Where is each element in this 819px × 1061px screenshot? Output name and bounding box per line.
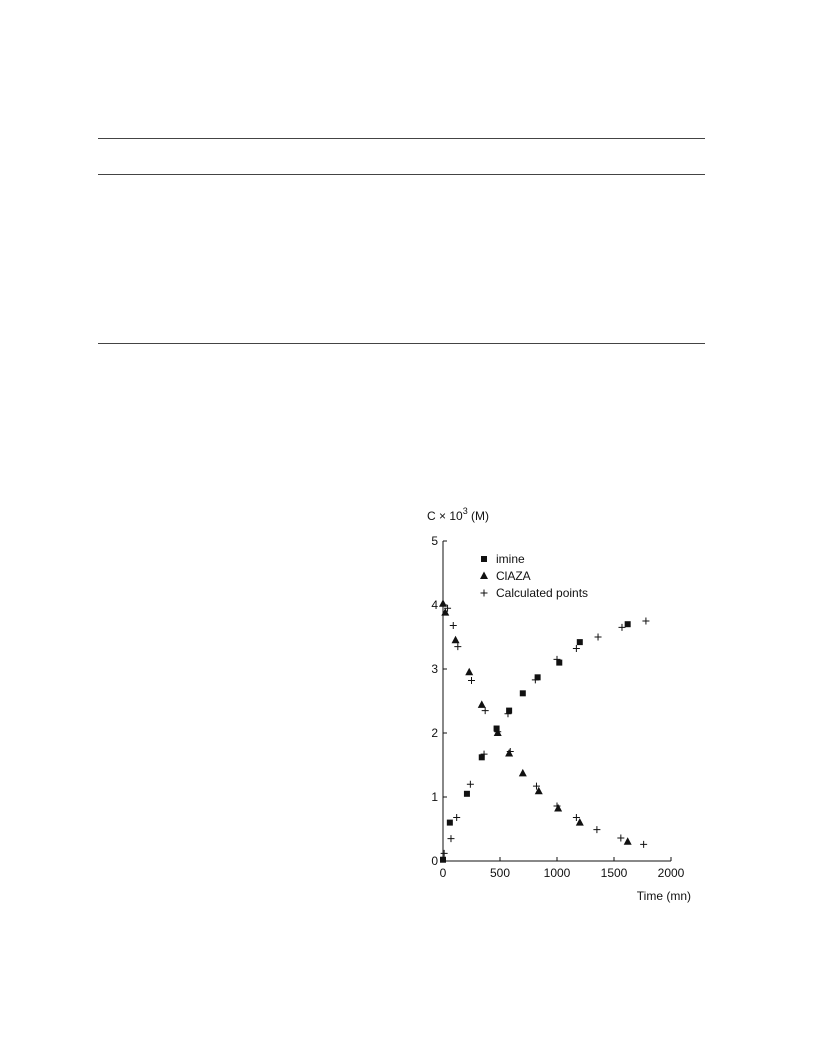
imine-point: [577, 639, 583, 645]
x-tick-label: 1500: [600, 866, 628, 880]
calculated-points-point: [467, 781, 474, 788]
claza-point: [452, 636, 460, 644]
x-tick-label: 500: [489, 866, 511, 880]
y-tick-label: 2: [431, 726, 438, 740]
claza-point: [465, 668, 473, 676]
claza-point: [554, 804, 562, 812]
calculated-points-point: [441, 850, 448, 857]
calculated-points-point: [573, 645, 580, 652]
y-tick-label: 5: [431, 534, 438, 548]
y-tick-label: 3: [431, 662, 438, 676]
calculated-points-point: [595, 634, 602, 641]
claza-point: [576, 818, 584, 826]
claza-point: [439, 599, 447, 607]
y-tick-label: 0: [431, 854, 438, 868]
calculated-points-point: [617, 834, 624, 841]
claza-point: [478, 700, 486, 708]
legend-marker: [481, 590, 488, 597]
calculated-points-point: [593, 826, 600, 833]
imine-point: [447, 820, 453, 826]
claza-point: [624, 837, 632, 845]
x-tick-label: 1000: [543, 866, 571, 880]
calculated-points-point: [640, 841, 647, 848]
y-tick-label: 4: [431, 598, 438, 612]
y-axis-title: $C \times 10^3$ (M): [427, 506, 490, 523]
claza-point: [535, 787, 543, 795]
legend-label: imine: [496, 552, 525, 566]
calculated-points-point: [447, 835, 454, 842]
legend-marker: [480, 572, 488, 580]
imine-point: [506, 708, 512, 714]
x-tick-label: 0: [439, 866, 447, 880]
imine-point: [464, 791, 470, 797]
calculated-points-point: [618, 624, 625, 631]
legend-label: ClAZA: [496, 569, 531, 583]
calculated-points-point: [453, 814, 460, 821]
claza-point: [441, 608, 449, 616]
calculated-points-point: [450, 622, 457, 629]
legend-marker: [481, 556, 487, 562]
imine-point: [625, 621, 631, 627]
calculated-points-point: [482, 707, 489, 714]
x-tick-label: 2000: [657, 866, 685, 880]
imine-point: [440, 857, 446, 863]
data-marks: [439, 599, 649, 863]
claza-point: [505, 749, 513, 757]
claza-point: [519, 769, 527, 777]
legend: [480, 552, 588, 600]
y-tick-label: 1: [431, 790, 438, 804]
calculated-points-point: [642, 618, 649, 625]
legend-label: Calculated points: [496, 586, 589, 600]
calculated-points-point: [468, 677, 475, 684]
x-axis-title: Time (mn): [636, 889, 691, 903]
calculated-points-point: [454, 643, 461, 650]
imine-point: [520, 690, 526, 696]
